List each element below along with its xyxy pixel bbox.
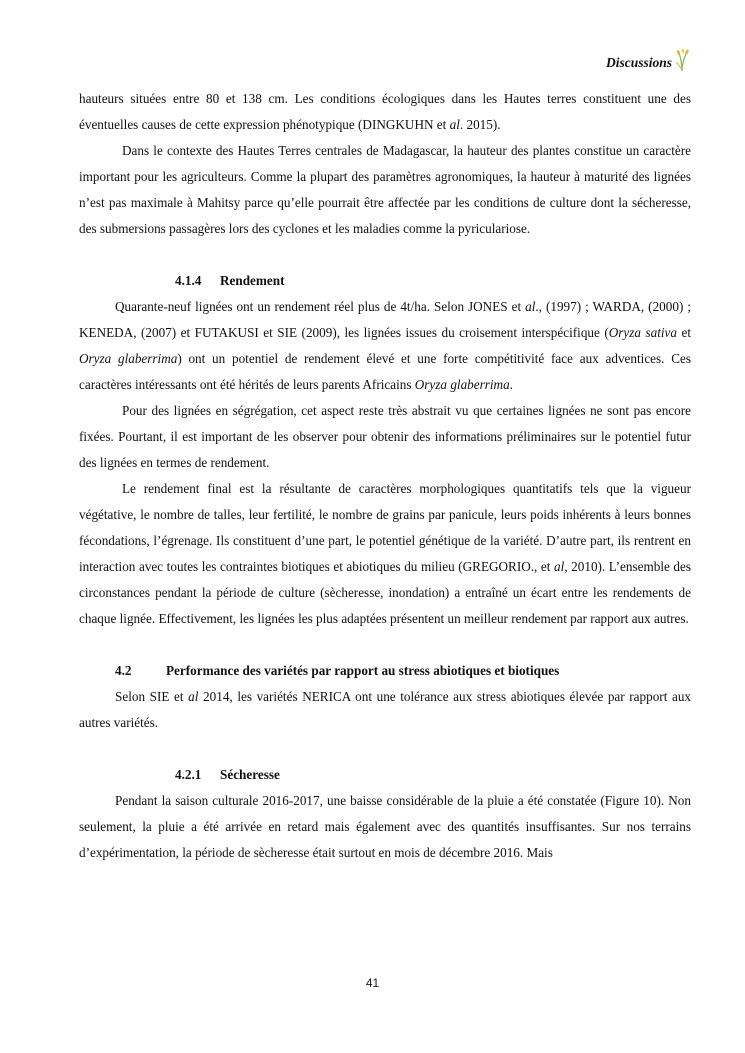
paragraph-5: Le rendement final est la résultante de caractères morphologiques quantitatifs tels que la vigueur végétative, le nombre de talles, leur fertilité, le nombre de grains par panicule, leurs poids inhérents à leurs bonnes fécondations, l’égrenage. Ils constituent d’une part, le potentiel génétique de la variété. D’autre part, ils rentrent en interaction avec toutes les contraintes biotiques et abiotiques du milieu (GREGORIO., et al, 2010). L’ensemble des circonstances pendant la période de culture (sècheresse, inondation) a entraîné un écart entre les rendements de chaque lignée. Effectivement, les lignées les plus adaptées présentent un meilleur rendement par rapport aux autres.	[79, 481, 691, 626]
paragraph-7: Pendant la saison culturale 2016-2017, une baisse considérable de la pluie a été constatée (Figure 10). Non seulement, la pluie a été arrivée en retard mais également avec des quantités insuffisantes. Sur nos terrains d’expérimentation, la période de sècheresse était surtout en mois de décembre 2016. Mais	[79, 793, 691, 860]
paragraph-6: Selon SIE et al 2014, les variétés NERICA ont une tolérance aux stress abiotiques élevée par rapport aux autres variétés.	[79, 689, 692, 730]
section-heading-4-1-4: 4.1.4 Rendement	[175, 273, 285, 288]
header-title: Discussions	[605, 55, 672, 70]
section-heading-4-2: 4.2 Performance des variétés par rapport au stress abiotiques et biotiques	[115, 663, 560, 678]
paragraph-3: Quarante-neuf lignées ont un rendement réel plus de 4t/ha. Selon JONES et al., (1997) ; WARDA, (2000) ; KENEDA, (2007) et FUTAKUSI et SIE (2009), les lignées issues du croisement interspécifique (Oryza sativa et Oryza glaberrima) ont un potentiel de rendement élevé et une forte compétitivité face aux adventices. Ces caractères intéressants ont été hérités de leurs parents Africains Oryza glaberrima.	[79, 299, 691, 392]
page-number: 41	[365, 976, 380, 990]
page-body	[79, 86, 691, 866]
paragraph-2: Dans le contexte des Hautes Terres centrales de Madagascar, la hauteur des plantes constitue un caractère important pour les agriculteurs. Comme la plupart des paramètres agronomiques, la hauteur à maturité des lignées n’est pas maximale à Mahitsy parce qu’elle pourrait être affectée par les conditions de culture dont la sécheresse, des submersions passagères lors des cyclones et les maladies comme la pyriculariose.	[79, 143, 691, 236]
page-header	[606, 53, 689, 73]
section-heading-4-2-1: 4.2.1 Sécheresse	[175, 767, 280, 782]
rice-plant-logo-icon	[675, 49, 689, 71]
paragraph-4: Pour des lignées en ségrégation, cet aspect reste très abstrait vu que certaines lignées ne sont pas encore fixées. Pourtant, il est important de les observer pour obtenir des informations préliminaires sur le potentiel futur des lignées en termes de rendement.	[79, 403, 691, 470]
paragraph-1: hauteurs situées entre 80 et 138 cm. Les conditions écologiques dans les Hautes terres constituent une des éventuelles causes de cette expression phénotypique (DINGKUHN et al. 2015).	[79, 91, 691, 132]
